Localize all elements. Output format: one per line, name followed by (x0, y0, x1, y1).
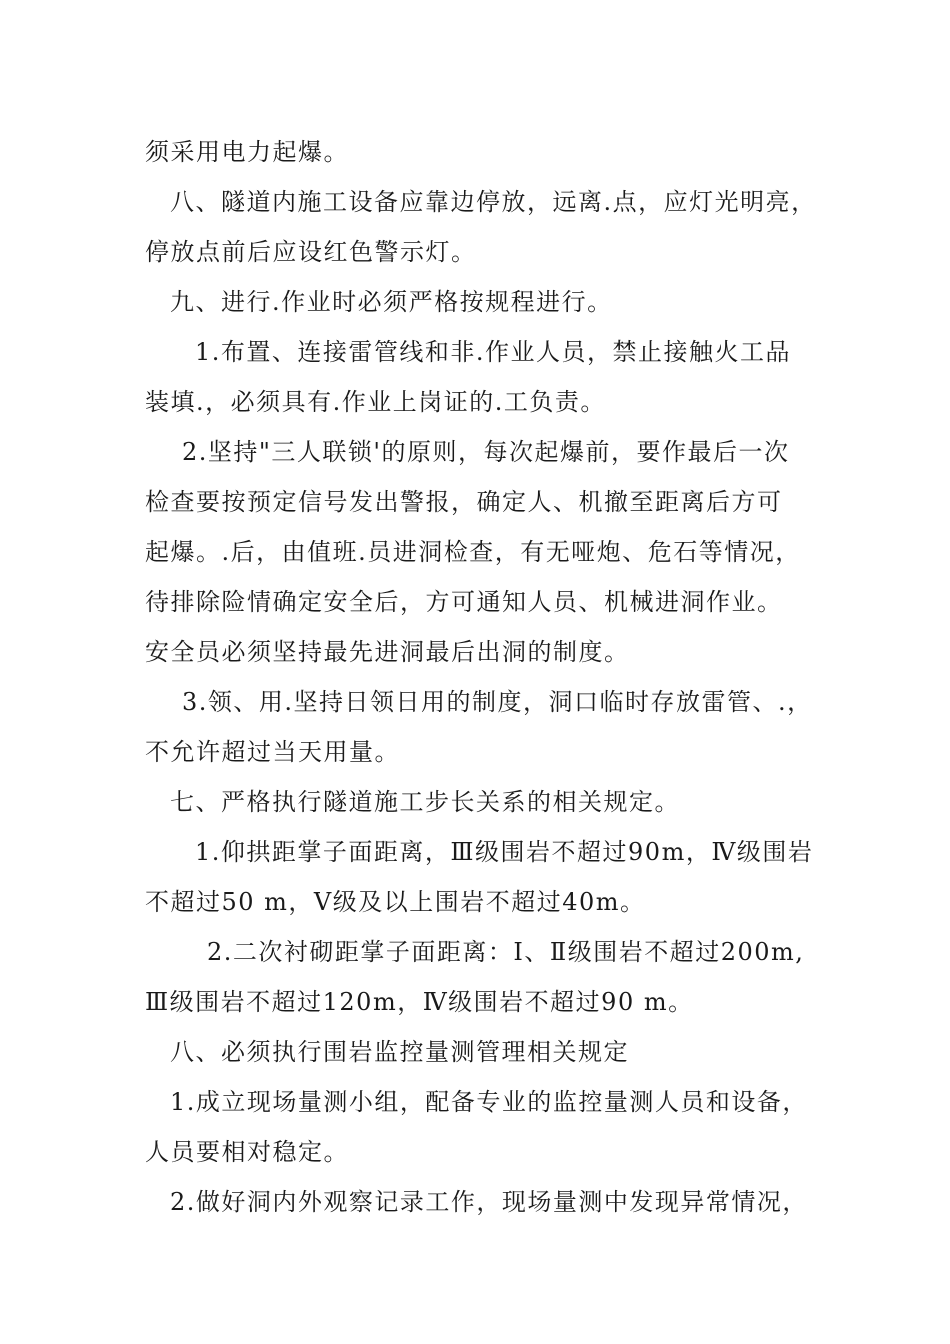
text-line: 八、隧道内施工设备应靠边停放，远离.点，应灯光明亮， (170, 188, 817, 216)
text-line: 九、进行.作业时必须严格按规程进行。 (170, 288, 613, 316)
text-line: 1.仰拱距掌子面距离，Ⅲ级围岩不超过90m，Ⅳ级围岩 (195, 838, 814, 866)
text-line: 3.领、用.坚持日领日用的制度，洞口临时存放雷管、.， (182, 688, 813, 716)
text-line: 起爆。.后，由值班.员进洞检查，有无哑炮、危石等情况， (145, 538, 801, 566)
text-line: 待排除险情确定安全后，方可通知人员、机械进洞作业。 (145, 588, 783, 616)
text-line: 装填.，必须具有.作业上岗证的.工负责。 (145, 388, 606, 416)
text-line: 不允许超过当天用量。 (145, 738, 400, 766)
text-line: 2.做好洞内外观察记录工作，现场量测中发现异常情况， (170, 1188, 808, 1216)
text-line: 不超过50 m，Ⅴ级及以上围岩不超过40m。 (145, 888, 646, 916)
text-line: 人员要相对稳定。 (145, 1138, 349, 1166)
text-line: 须采用电力起爆。 (145, 138, 349, 166)
text-line: 八、必须执行围岩监控量测管理相关规定 (170, 1038, 629, 1066)
text-line: 1.布置、连接雷管线和非.作业人员，禁止接触火工品 (195, 338, 792, 366)
text-line: 停放点前后应设红色警示灯。 (145, 238, 477, 266)
text-line: 1.成立现场量测小组，配备专业的监控量测人员和设备， (170, 1088, 808, 1116)
text-line: Ⅲ级围岩不超过120m，Ⅳ级围岩不超过90 m。 (145, 988, 694, 1016)
text-line: 七、严格执行隧道施工步长关系的相关规定。 (170, 788, 680, 816)
text-line: 2.坚持"三人联锁'的原则，每次起爆前，要作最后一次 (182, 438, 790, 466)
text-line: 检查要按预定信号发出警报，确定人、机撤至距离后方可 (145, 488, 783, 516)
text-line: 2.二次衬砌距掌子面距离：Ⅰ、Ⅱ级围岩不超过200m, (207, 938, 805, 966)
text-line: 安全员必须坚持最先进洞最后出洞的制度。 (145, 638, 630, 666)
